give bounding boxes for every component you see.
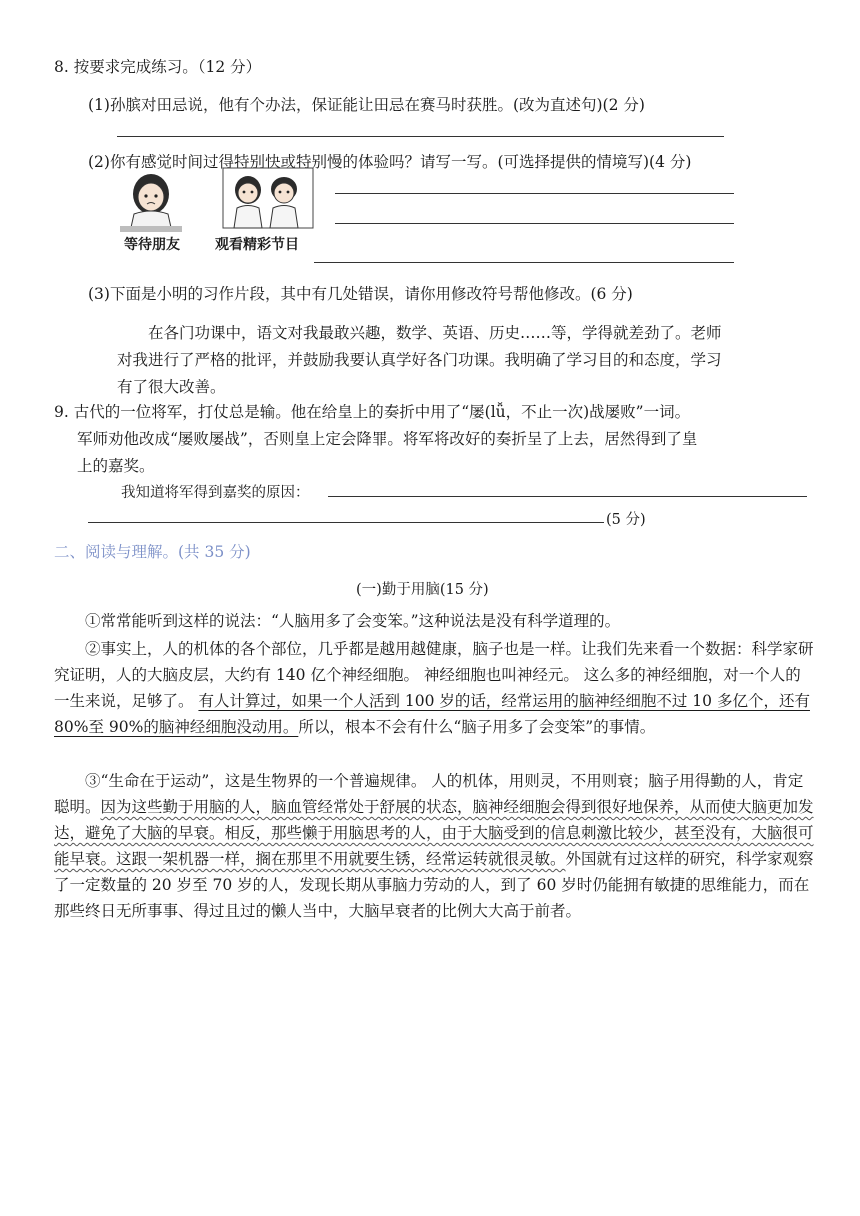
passage-title: (一)勤于用脑(15 分) [356,582,489,598]
answer-line-5[interactable] [328,496,807,497]
q9-line-2: 军师劝他改成“屡败屡战”，否则皇上定会降罪。将军将改好的奏折呈了上去，居然得到了皇 [77,430,698,448]
excerpt-line-3: 有了很大改善。 [117,378,226,396]
paragraph-3-text-b: 外国就有过这样的研究，科学家观察了一定数量的 20 岁至 70 岁的人，发现长期从事脑力劳动的人，到了 60 岁时仍能拥有敏捷的思维能力，而在那些终日无所事事、得过且过的懒人当中，大脑早衰者的比例大大高于前者。 [54,850,814,920]
paragraph-3-text-a: ③“生命在于运动”，这是生物界的一个普遍规律。 人的机体，用则灵，不用则衰；脑子用得勤的人，肯定聪明。 [54,772,804,816]
answer-line-1[interactable] [117,136,724,137]
watching-kids-illustration [222,166,314,232]
img2-label: 观看精彩节目 [215,237,299,253]
answer-line-3[interactable] [335,223,734,224]
paragraph-2-text-b: 所以，根本不会有什么“脑子用多了会变笨”的事情。 [298,718,656,736]
paragraph-1 [54,608,814,634]
answer-line-2[interactable] [335,193,734,194]
paragraph-2-text-a: ②事实上，人的机体的各个部位，几乎都是越用越健康，脑子也是一样。让我们先来看一个数据：科学家研究证明，人的大脑皮层，大约有 140 亿个神经细胞。 神经细胞也叫神经元。 这么多的神经细胞，对一个人的一生来说，足够了。 [54,640,814,710]
waiting-girl-illustration [118,170,184,232]
excerpt-line-2: 对我进行了严格的批评，并鼓励我要认真学好各门功课。我明确了学习目的和态度，学习 [117,351,722,369]
paragraph-3 [54,768,814,924]
q9-line-3: 上的嘉奖。 [77,457,155,475]
excerpt-line-1: 在各门功课中，语文对我最敢兴趣，数学、英语、历史……等，学得就差劲了。老师 [148,324,722,342]
answer-line-4[interactable] [314,262,734,263]
paragraph-2 [54,636,814,740]
q9-score: (5 分) [606,512,646,528]
section-heading: 二、阅读与理解。(共 35 分) [54,543,251,561]
paragraph-1-text: ①常常能听到这样的说法：“人脑用多了会变笨。”这种说法是没有科学道理的。 [85,612,621,630]
paragraph-3-wavy-underlined: 因为这些勤于用脑的人，脑血管经常处于舒展的状态，脑神经细胞会得到很好地保养，从而使大脑更加发达，避免了大脑的早衰。相反，那些懒于用脑思考的人，由于大脑受到的信息刺激比较少，甚至没有，大脑很可能早衰。这跟一架机器一样，搁在那里不用就要生锈，经常运转就很灵敏。 [54,798,814,868]
q8-title: 8. 按要求完成练习。（12 分） [54,58,262,76]
q9-line-1: 9. 古代的一位将军，打仗总是输。他在给皇上的奏折中用了“屡(lǚ，不止一次)战屡败”一词。 [54,403,691,421]
img1-label: 等待朋友 [124,237,180,253]
answer-line-6[interactable] [88,522,604,523]
q8-sub3: (3)下面是小明的习作片段，其中有几处错误，请你用修改符号帮他修改。(6 分) [88,285,633,303]
paragraph-2-underlined: 有人计算过，如果一个人活到 100 岁的话，经常运用的脑神经细胞不过 10 多亿个，还有 80%至 90%的脑神经细胞没动用。 [54,692,810,736]
q9-prompt: 我知道将军得到嘉奖的原因： [121,485,310,501]
q8-sub2: (2)你有感觉时间过得特别快或特别慢的体验吗？请写一写。(可选择提供的情境写)(4 分) [88,153,692,171]
q8-sub1: (1)孙膑对田忌说，他有个办法，保证能让田忌在赛马时获胜。(改为直述句)(2 分) [88,96,645,114]
